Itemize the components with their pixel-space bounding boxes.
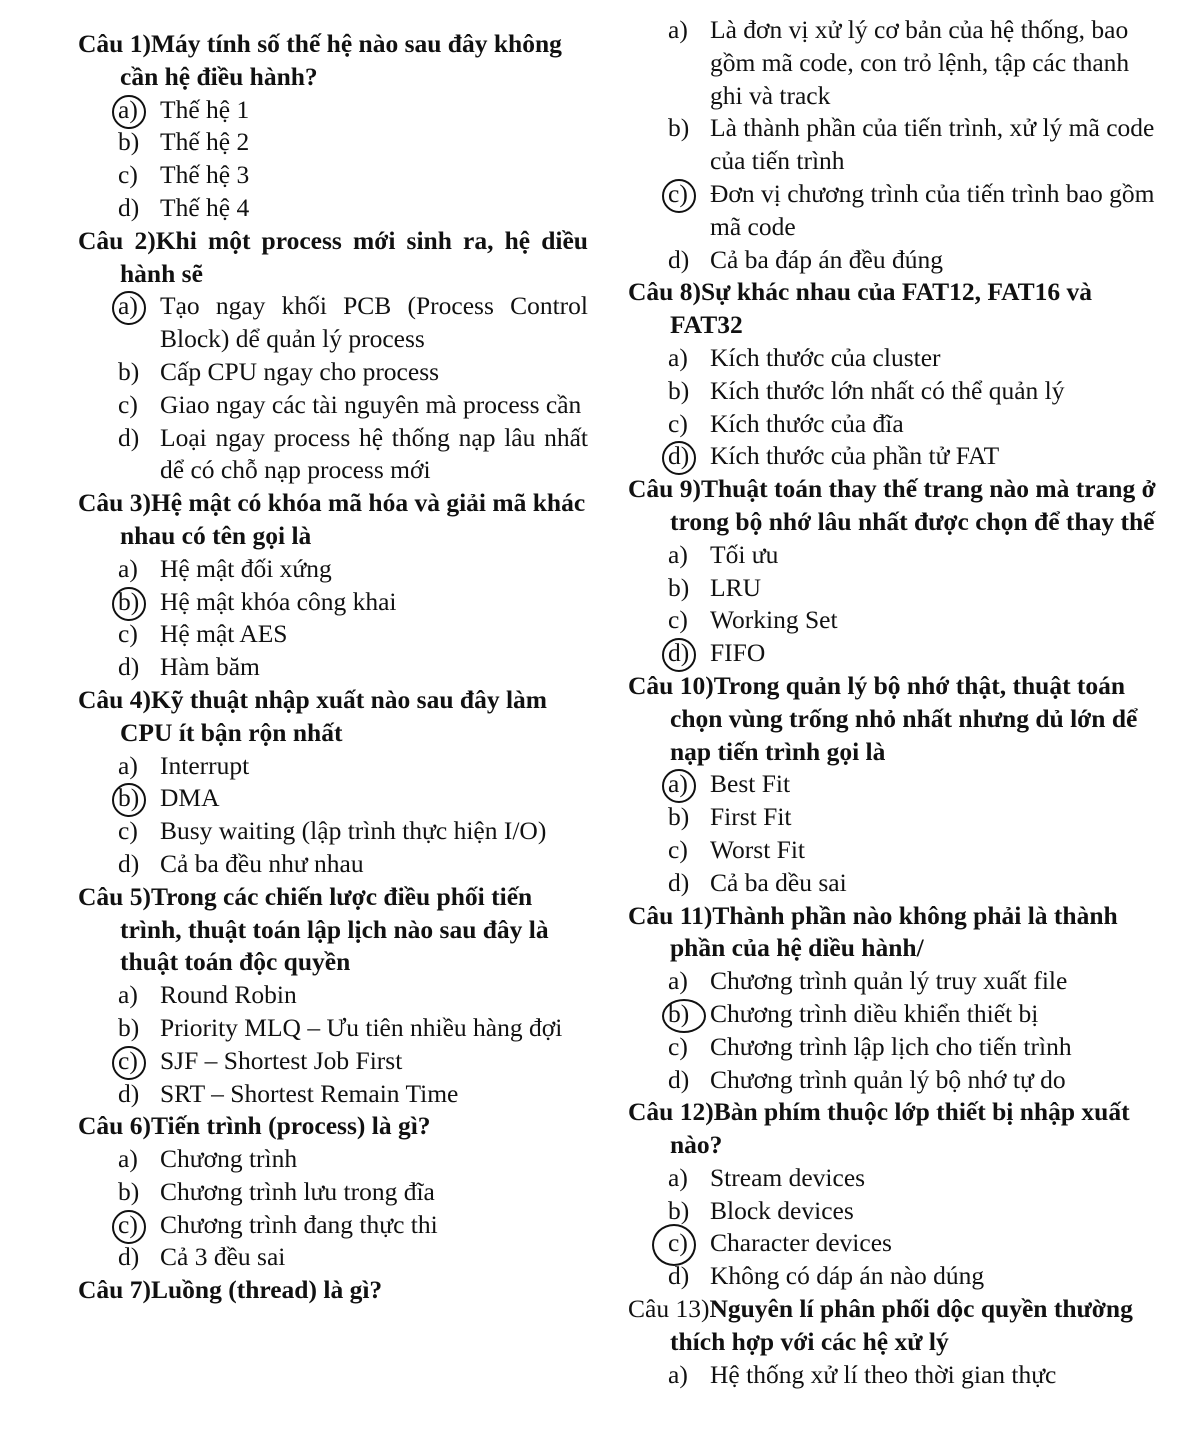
option-b[interactable]: b) Chương trình diều khiển thiết bị (628, 998, 1168, 1031)
question-4 (78, 684, 588, 881)
option-b[interactable]: b) Block devices (668, 1195, 854, 1225)
option-b[interactable]: b) Thế hệ 2 (118, 127, 250, 157)
option-b[interactable]: b) Cấp CPU ngay cho process (118, 356, 440, 386)
option-b[interactable]: b) DMA (78, 782, 588, 815)
option-a[interactable]: a) Là đơn vị xử lý cơ bản của hệ thống, bao gồm mã code, con trỏ lệnh, tập các thanh ghi và track (668, 15, 1130, 110)
option-d[interactable]: d) Cả ba dều sai (668, 867, 847, 897)
question-8 (628, 276, 1168, 473)
question-2 (78, 225, 588, 487)
option-d[interactable]: d) Cả 3 đều sai (118, 1242, 286, 1272)
option-c[interactable]: c) Đơn vị chương trình của tiến trình bao gồm mã code (628, 178, 1168, 244)
option-d[interactable]: d) Loại ngay process hệ thống nạp lâu nhất dể có chỗ nạp process mới (118, 422, 588, 485)
right-column (628, 14, 1168, 1391)
option-a[interactable]: a) Chương trình (118, 1144, 298, 1174)
option-d[interactable]: d) Cả ba đều như nhau (118, 848, 364, 878)
question-text: Câu 10)Trong quản lý bộ nhớ thật, thuật toán chọn vùng trống nhỏ nhất nhưng dủ lớn dể nạp tiến trình gọi là (628, 670, 1138, 766)
question-text: Câu 13)Nguyên lí phân phối dộc quyền thường thích hợp với các hệ xử lý (628, 1294, 1133, 1356)
option-b[interactable]: b) Là thành phần của tiến trình, xử lý mã code của tiến trình (668, 113, 1155, 176)
option-b[interactable]: b) Priority MLQ – Ưu tiên nhiều hàng đợi (118, 1012, 563, 1042)
option-a[interactable]: a) Hệ mật đối xứng (118, 553, 332, 583)
question-text: Câu 7)Luồng (thread) là gì? (78, 1275, 383, 1305)
question-7-options (628, 14, 1168, 276)
option-c[interactable]: c) Worst Fit (668, 834, 806, 864)
question-7 (78, 1274, 588, 1307)
option-c[interactable]: c) Chương trình lập lịch cho tiến trình (668, 1031, 1072, 1061)
question-text: Câu 2)Khi một process mới sinh ra, hệ diều hành sẽ (78, 225, 588, 288)
question-1 (78, 28, 588, 225)
option-c[interactable]: c) SJF – Shortest Job First (78, 1045, 588, 1078)
question-text: Câu 11)Thành phần nào không phải là thành phần của hệ diều hành/ (628, 900, 1118, 963)
option-c[interactable]: c) Kích thước của đĩa (668, 408, 904, 438)
option-b[interactable]: b) LRU (668, 572, 761, 602)
question-text: Câu 1)Máy tính số thế hệ nào sau đây không cần hệ điều hành? (78, 29, 562, 91)
option-b[interactable]: b) Chương trình lưu trong đĩa (118, 1176, 435, 1206)
question-13 (628, 1293, 1168, 1391)
option-d[interactable]: d) Không có dáp án nào dúng (668, 1261, 985, 1291)
option-a[interactable]: a) Interrupt (118, 750, 250, 780)
option-d[interactable]: d) Cả ba đáp án đều đúng (668, 244, 943, 274)
option-d[interactable]: d) Kích thước của phần tử FAT (628, 440, 1168, 473)
question-text: Câu 12)Bàn phím thuộc lớp thiết bị nhập xuất nào? (628, 1097, 1130, 1160)
option-b[interactable]: b) Kích thước lớn nhất có thể quản lý (668, 375, 1065, 405)
option-d[interactable]: d) SRT – Shortest Remain Time (118, 1078, 459, 1108)
question-3 (78, 487, 588, 684)
option-c[interactable]: c) Hệ mật AES (118, 619, 288, 649)
question-11 (628, 900, 1168, 1097)
question-9 (628, 473, 1168, 670)
question-text: Câu 3)Hệ mật có khóa mã hóa và giải mã khác nhau có tên gọi là (78, 488, 586, 550)
question-text: Câu 6)Tiến trình (process) là gì? (78, 1111, 431, 1141)
question-10 (628, 670, 1168, 900)
option-a[interactable]: a) Hệ thống xử lí theo thời gian thực (668, 1359, 1057, 1389)
option-a[interactable]: a) Tạo ngay khối PCB (Process Control Block) dể quản lý process (78, 290, 588, 356)
option-b[interactable]: b) Hệ mật khóa công khai (78, 586, 588, 619)
question-12 (628, 1096, 1168, 1293)
option-c[interactable]: c) Thế hệ 3 (118, 160, 250, 190)
option-a[interactable]: a) Stream devices (668, 1162, 866, 1192)
question-text: Câu 8)Sự khác nhau của FAT12, FAT16 và FAT32 (628, 277, 1092, 340)
option-a[interactable]: a) Thế hệ 1 (78, 94, 588, 127)
question-text: Câu 4)Kỹ thuật nhập xuất nào sau đây làm CPU ít bận rộn nhất (78, 684, 548, 747)
question-5 (78, 881, 588, 1111)
question-text: Câu 5)Trong các chiến lược điều phối tiến trình, thuật toán lập lịch nào sau đây là thuật toán độc quyền (78, 881, 549, 977)
option-c[interactable]: c) Working Set (668, 605, 838, 635)
option-d[interactable]: d) FIFO (628, 637, 1168, 670)
option-d[interactable]: d) Thế hệ 4 (118, 192, 250, 222)
option-c[interactable]: c) Character devices (628, 1227, 1168, 1260)
option-d[interactable]: d) Chương trình quản lý bộ nhớ tự do (668, 1064, 1066, 1094)
left-column (78, 28, 588, 1307)
option-a[interactable]: a) Chương trình quản lý truy xuất file (668, 966, 1068, 996)
question-6 (78, 1110, 588, 1274)
option-c[interactable]: c) Chương trình đang thực thi (78, 1209, 588, 1242)
question-text: Câu 9)Thuật toán thay thế trang nào mà trang ở trong bộ nhớ lâu nhất được chọn để thay thế (628, 474, 1156, 536)
option-c[interactable]: c) Giao ngay các tài nguyên mà process cần (118, 389, 582, 419)
option-a[interactable]: a) Round Robin (118, 980, 297, 1010)
option-a[interactable]: a) Best Fit (628, 768, 1168, 801)
option-a[interactable]: a) Kích thước của cluster (668, 342, 941, 372)
option-a[interactable]: a) Tối ưu (668, 539, 779, 569)
option-c[interactable]: c) Busy waiting (lập trình thực hiện I/O) (118, 816, 547, 846)
option-d[interactable]: d) Hàm băm (118, 652, 260, 682)
option-b[interactable]: b) First Fit (668, 802, 792, 832)
